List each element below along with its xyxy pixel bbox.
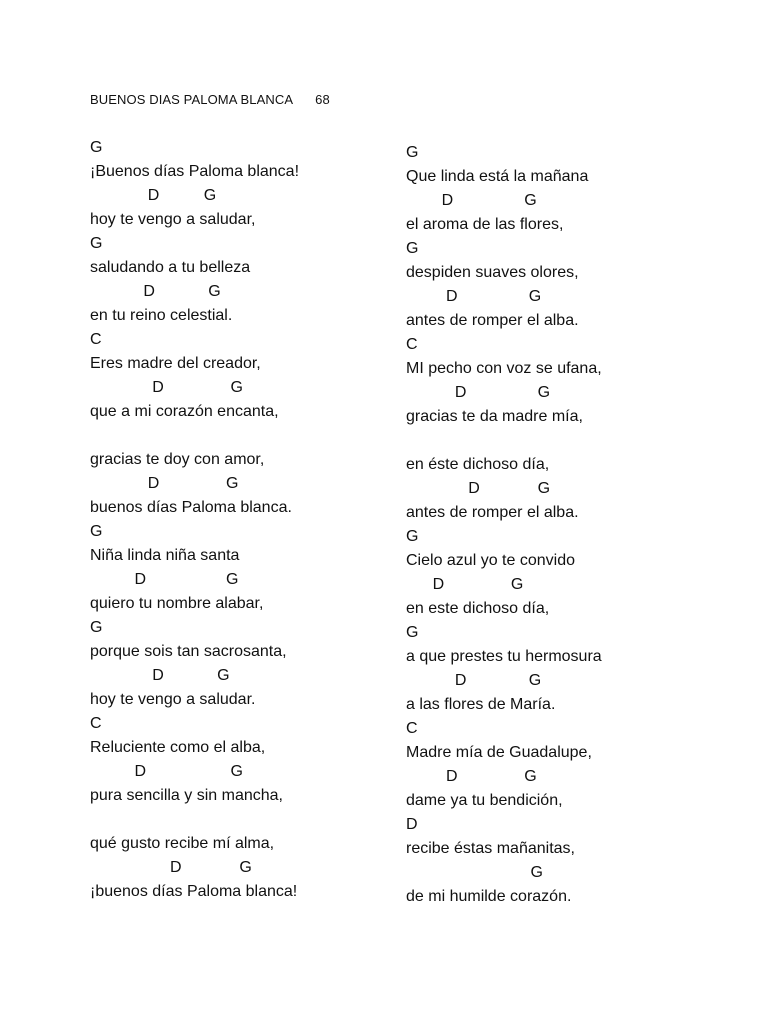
lyric-line: D G bbox=[406, 192, 537, 209]
lyric-line: D G bbox=[406, 672, 542, 689]
lyric-line: G bbox=[406, 528, 419, 545]
lyric-line: D bbox=[406, 816, 418, 833]
lyric-line: a las flores de María. bbox=[406, 696, 556, 713]
lyric-line: D G bbox=[90, 667, 230, 684]
lyric-line: C bbox=[406, 720, 418, 737]
lyric-line: D G bbox=[406, 384, 551, 401]
lyric-line: Que linda está la mañana bbox=[406, 168, 589, 185]
lyric-line: que a mi corazón encanta, bbox=[90, 403, 279, 420]
lyric-line: quiero tu nombre alabar, bbox=[90, 595, 264, 612]
right-column bbox=[406, 141, 736, 909]
lyric-line: G bbox=[406, 624, 419, 641]
lyric-line: G bbox=[90, 523, 103, 540]
lyric-line: D G bbox=[90, 283, 221, 300]
lyric-line: D G bbox=[90, 571, 239, 588]
lyric-line: antes de romper el alba. bbox=[406, 312, 579, 329]
lyric-line: D G bbox=[406, 480, 551, 497]
lyric-line: D G bbox=[90, 859, 252, 876]
lyric-line: en tu reino celestial. bbox=[90, 307, 233, 324]
lyric-line: G bbox=[90, 139, 103, 156]
lyric-line: Eres madre del creador, bbox=[90, 355, 261, 372]
lyric-line: C bbox=[406, 336, 418, 353]
lyric-line bbox=[90, 424, 420, 448]
lyric-line: G bbox=[90, 235, 103, 252]
lyric-line: gracias te da madre mía, bbox=[406, 408, 583, 425]
lyric-line: Niña linda niña santa bbox=[90, 547, 240, 564]
lyric-line: Reluciente como el alba, bbox=[90, 739, 266, 756]
page-number: 68 bbox=[315, 92, 330, 107]
lyric-line: MI pecho con voz se ufana, bbox=[406, 360, 602, 377]
lyric-line: pura sencilla y sin mancha, bbox=[90, 787, 283, 804]
lyric-line: D G bbox=[90, 763, 243, 780]
song-header bbox=[90, 92, 330, 107]
lyric-line: D G bbox=[90, 187, 217, 204]
lyric-line: buenos días Paloma blanca. bbox=[90, 499, 292, 516]
lyric-line: C bbox=[90, 331, 102, 348]
lyric-line: hoy te vengo a saludar, bbox=[90, 211, 256, 228]
lyric-line: D G bbox=[406, 768, 537, 785]
lyric-line: G bbox=[406, 240, 419, 257]
lyric-line: en éste dichoso día, bbox=[406, 456, 550, 473]
song-title: BUENOS DIAS PALOMA BLANCA bbox=[90, 92, 294, 107]
lyric-line: el aroma de las flores, bbox=[406, 216, 564, 233]
lyric-line: D G bbox=[406, 576, 524, 593]
lyric-line: gracias te doy con amor, bbox=[90, 451, 265, 468]
lyric-line: de mi humilde corazón. bbox=[406, 888, 572, 905]
lyric-line: a que prestes tu hermosura bbox=[406, 648, 602, 665]
left-column bbox=[90, 136, 420, 904]
lyric-line: G bbox=[90, 619, 103, 636]
lyric-line: G bbox=[406, 864, 543, 881]
lyric-line: despiden suaves olores, bbox=[406, 264, 579, 281]
lyric-line: qué gusto recibe mí alma, bbox=[90, 835, 275, 852]
lyric-line bbox=[406, 429, 736, 453]
lyric-line: antes de romper el alba. bbox=[406, 504, 579, 521]
lyric-line: hoy te vengo a saludar. bbox=[90, 691, 256, 708]
lyric-line: en este dichoso día, bbox=[406, 600, 550, 617]
lyric-line: dame ya tu bendición, bbox=[406, 792, 563, 809]
lyric-line: recibe éstas mañanitas, bbox=[406, 840, 575, 857]
lyric-line: C bbox=[90, 715, 102, 732]
lyric-line: Madre mía de Guadalupe, bbox=[406, 744, 592, 761]
lyric-line bbox=[90, 808, 420, 832]
lyric-line: Cielo azul yo te convido bbox=[406, 552, 575, 569]
lyric-line: D G bbox=[90, 379, 243, 396]
lyric-line: porque sois tan sacrosanta, bbox=[90, 643, 287, 660]
lyric-line: ¡Buenos días Paloma blanca! bbox=[90, 163, 300, 180]
lyric-line: ¡buenos días Paloma blanca! bbox=[90, 883, 298, 900]
lyric-line: saludando a tu belleza bbox=[90, 259, 251, 276]
lyric-line: D G bbox=[90, 475, 239, 492]
lyric-line: D G bbox=[406, 288, 542, 305]
lyric-line: G bbox=[406, 144, 419, 161]
